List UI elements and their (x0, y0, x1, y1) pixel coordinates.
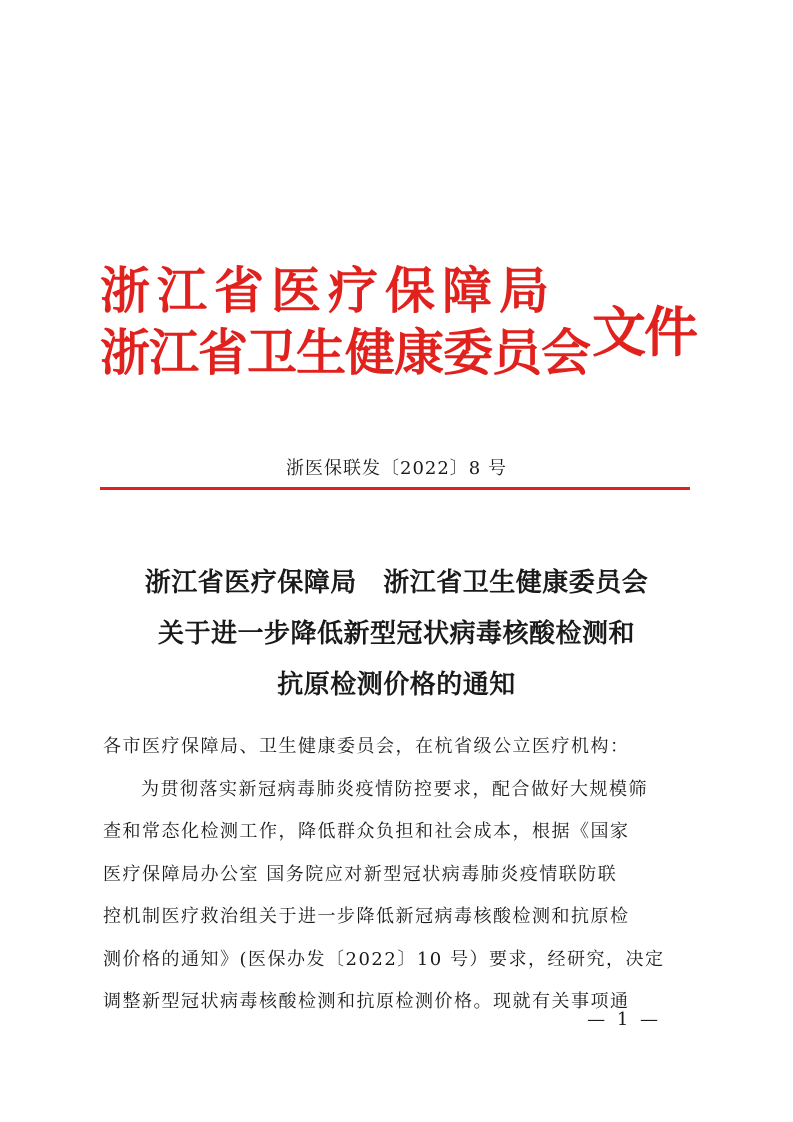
document-suffix: 文件 (592, 300, 696, 364)
document-body (103, 726, 693, 1024)
agency-medical-security-bureau: 浙江省医疗保障局 (100, 261, 556, 320)
title-line: 浙江省医疗保障局 浙江省卫生健康委员会 (144, 568, 649, 598)
title-line: 抗原检测价格的通知 (277, 670, 516, 700)
document-number: 浙医保联发〔2022〕8 号 (286, 458, 507, 479)
issuing-agencies (100, 260, 590, 384)
red-divider (100, 487, 690, 490)
letterhead (100, 260, 700, 390)
salutation: 各市医疗保障局、卫生健康委员会，在杭省级公立医疗机构： (103, 736, 630, 757)
body-line: 为贯彻落实新冠病毒肺炎疫情防控要求，配合做好大规模筛 (141, 778, 648, 800)
title-line: 关于进一步降低新型冠状病毒核酸检测和 (157, 619, 635, 649)
document-title (0, 558, 793, 711)
page-number: — 1 — (587, 1009, 661, 1030)
body-line: 控机制医疗救治组关于进一步降低新冠病毒核酸检测和抗原检 (103, 906, 630, 927)
agency-health-commission: 浙江省卫生健康委员会 (100, 323, 590, 382)
body-line: 查和常态化检测工作，降低群众负担和社会成本，根据《国家 (103, 821, 630, 842)
body-line: 测价格的通知》(医保办发〔2022〕10 号）要求，经研究，决定 (103, 948, 665, 970)
body-line: 医疗保障局办公室 国务院应对新型冠状病毒肺炎疫情联防联 (103, 863, 618, 885)
body-line: 调整新型冠状病毒核酸检测和抗原检测价格。现就有关事项通 (103, 991, 630, 1012)
